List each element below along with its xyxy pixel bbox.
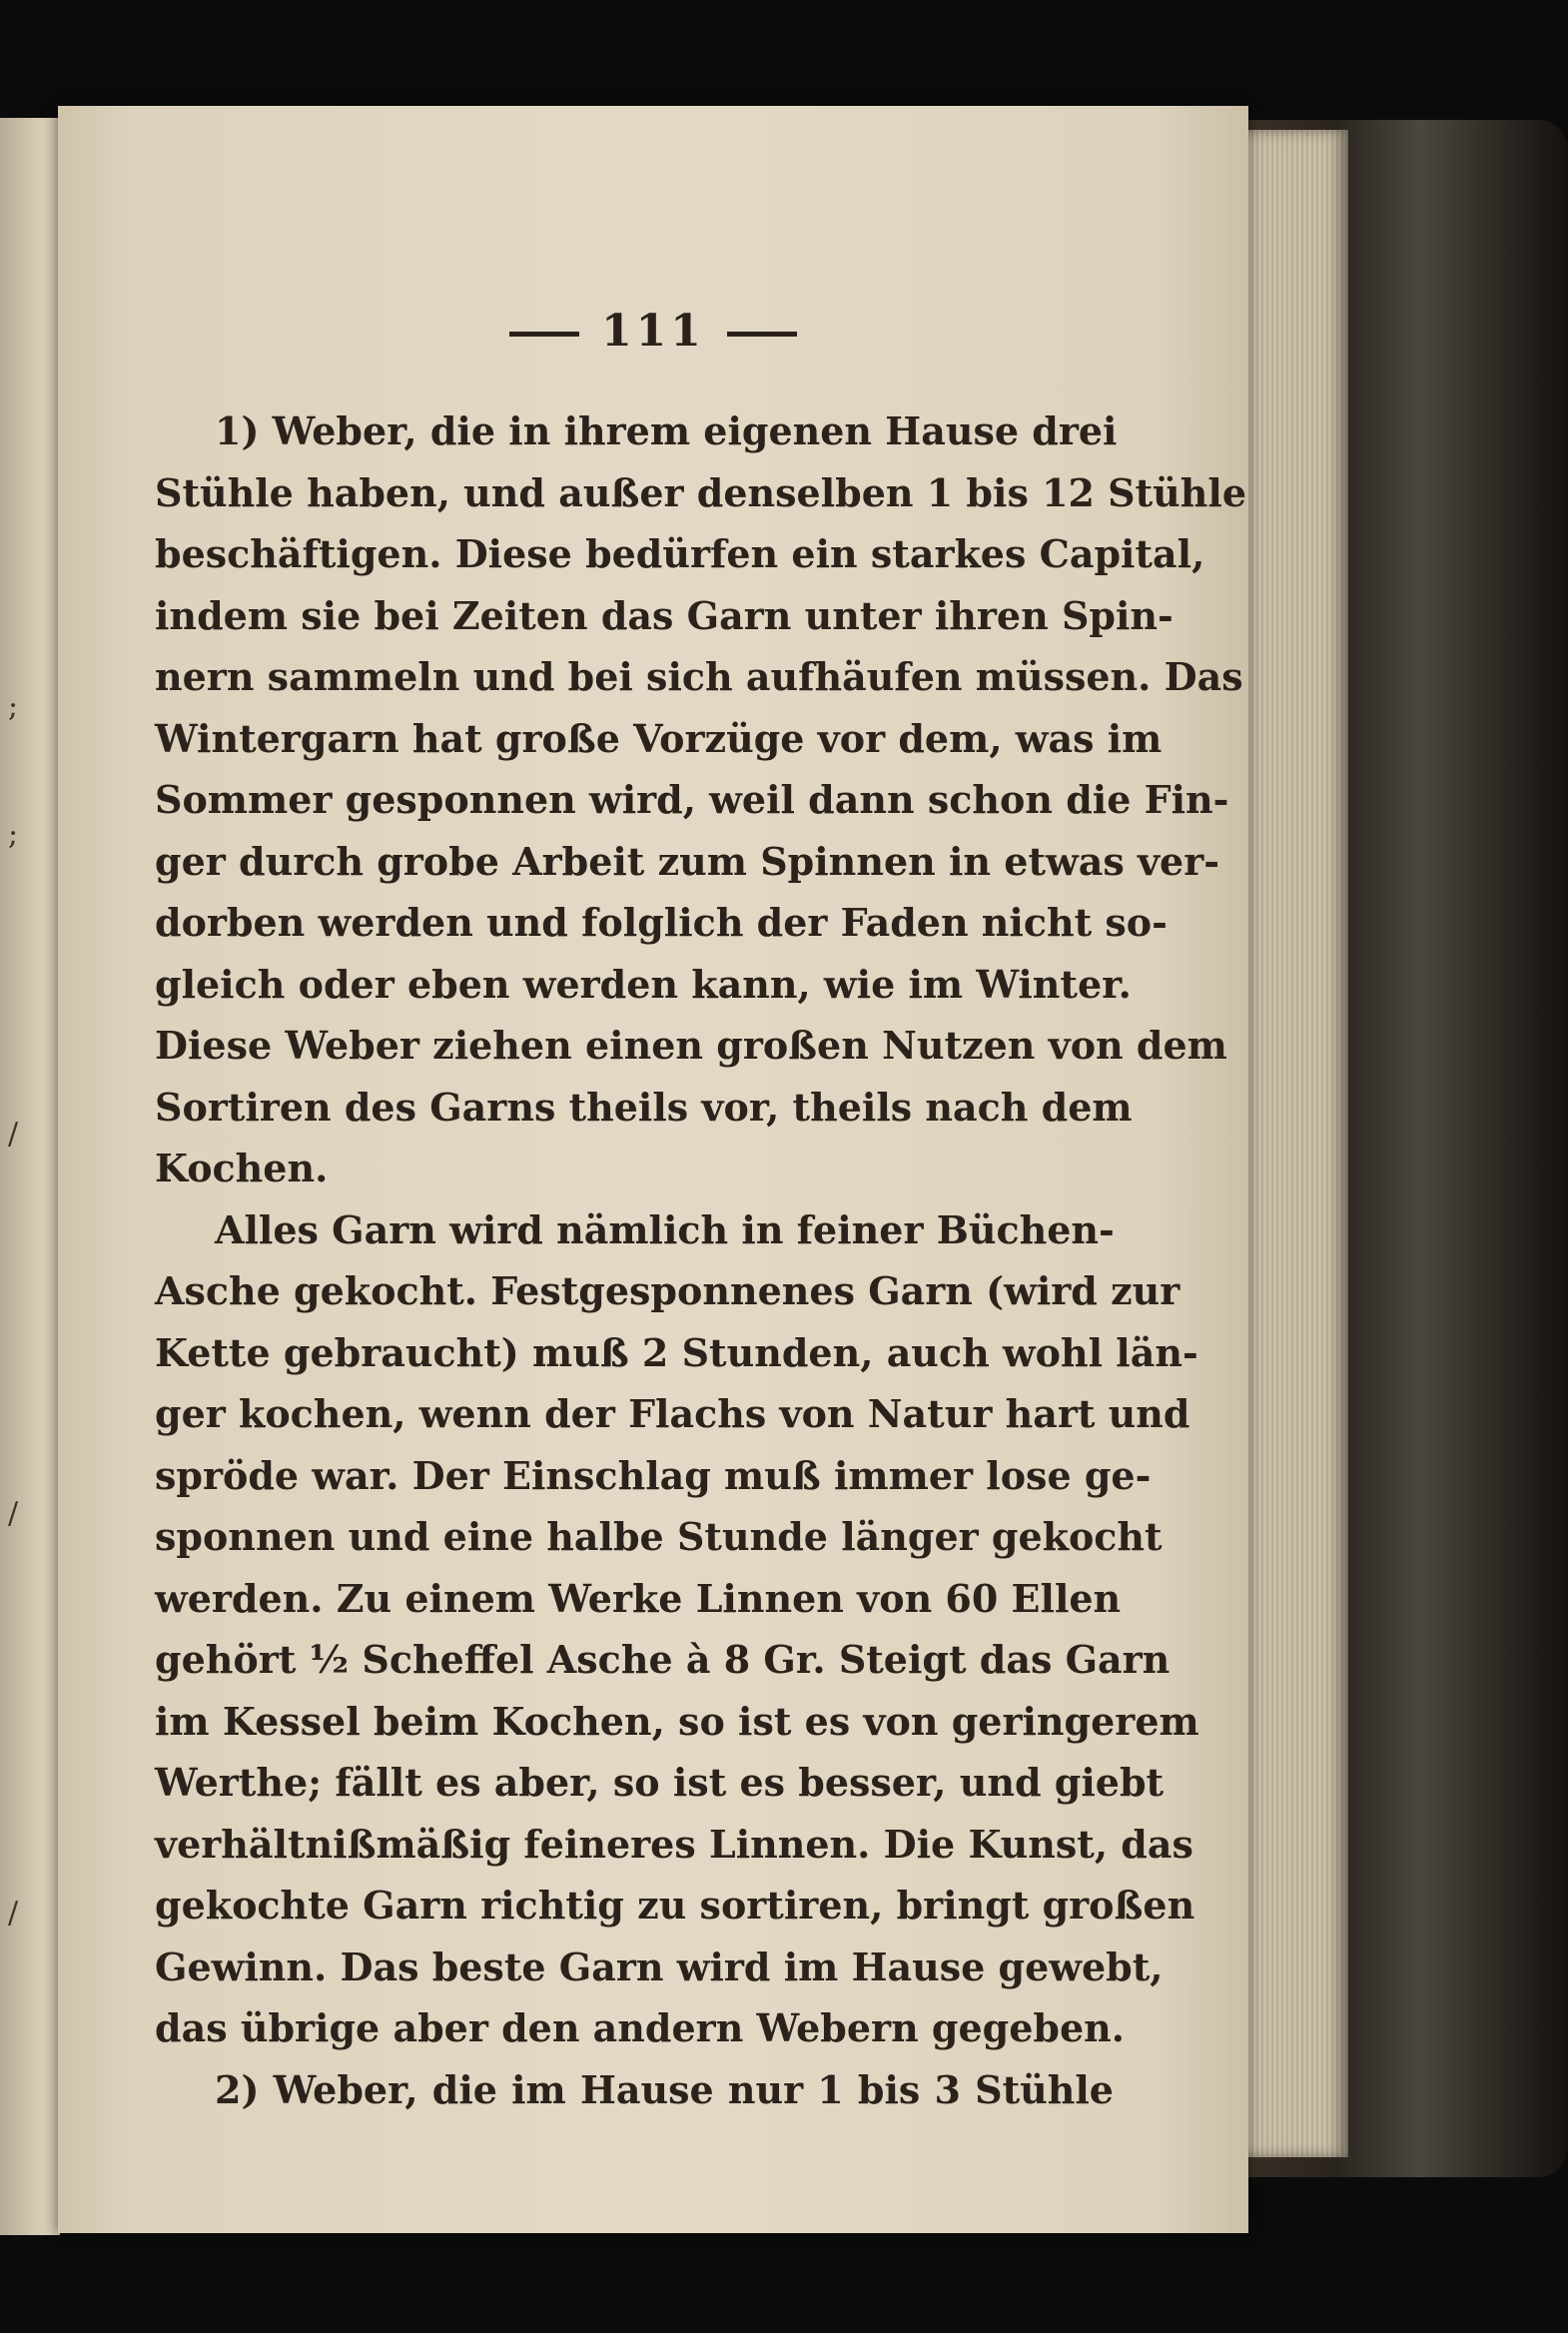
text-line: im Kessel beim Kochen, so ist es von geringerem — [155, 1698, 1199, 1744]
text-line: spröde war. Der Einschlag muß immer lose ge- — [155, 1452, 1152, 1498]
text-line: Diese Weber ziehen einen großen Nutzen von dem — [155, 1023, 1227, 1068]
margin-mark: / — [8, 1496, 19, 1531]
body-text — [155, 400, 1247, 2120]
previous-page-margin-marks — [0, 118, 60, 2235]
text-line: Sommer gesponnen wird, weil dann schon die Fin- — [155, 777, 1229, 822]
text-line: ger durch grobe Arbeit zum Spinnen in etwas ver- — [155, 838, 1220, 884]
book-page — [58, 106, 1248, 2233]
text-line: indem sie bei Zeiten das Garn unter ihren Spin- — [155, 592, 1174, 638]
margin-mark: ; — [8, 817, 19, 852]
text-line: Wintergarn hat große Vorzüge vor dem, was im — [155, 715, 1163, 761]
text-line: 2) Weber, die im Hause nur 1 bis 3 Stühle — [215, 2066, 1114, 2112]
margin-mark: / — [8, 1117, 19, 1152]
margin-mark: / — [8, 1896, 19, 1931]
text-line: sponnen und eine halbe Stunde länger gekocht — [155, 1514, 1163, 1559]
text-line: dorben werden und folglich der Faden nicht so- — [155, 900, 1168, 945]
text-line: verhältnißmäßig feineres Linnen. Die Kunst, das — [155, 1821, 1193, 1867]
text-line: nern sammeln und bei sich aufhäufen müssen. Das — [155, 654, 1243, 699]
text-line: werden. Zu einem Werke Linnen von 60 Ellen — [155, 1575, 1122, 1621]
text-line: Alles Garn wird nämlich in feiner Büchen- — [215, 1206, 1115, 1252]
text-line: gehört ½ Scheffel Asche à 8 Gr. Steigt das Garn — [155, 1637, 1171, 1682]
text-line: Gewinn. Das beste Garn wird im Hause gewebt, — [155, 1944, 1164, 1989]
text-line: beschäftigen. Diese bedürfen ein starkes Capital, — [155, 531, 1205, 576]
header-dash-right — [727, 332, 797, 337]
text-line: Kette gebraucht) muß 2 Stunden, auch wohl län- — [155, 1329, 1198, 1375]
text-line: gekochte Garn richtig zu sortiren, bringt großen — [155, 1883, 1195, 1928]
text-line: das übrige aber den andern Webern gegeben. — [155, 2005, 1126, 2050]
margin-mark: ; — [8, 689, 19, 724]
book-page-edges — [1238, 130, 1348, 2157]
text-line: Asche gekocht. Festgesponnenes Garn (wird zur — [155, 1268, 1180, 1313]
page-header — [58, 306, 1248, 357]
text-line: Werthe; fällt es aber, so ist es besser, und giebt — [155, 1760, 1165, 1805]
text-line: ger kochen, wenn der Flachs von Natur hart und — [155, 1391, 1190, 1436]
text-line: 1) Weber, die in ihrem eigenen Hause drei — [215, 408, 1118, 453]
page-number: 111 — [601, 306, 705, 357]
text-line: Sortiren des Garns theils vor, theils nach dem — [155, 1084, 1133, 1130]
text-line: Stühle haben, und außer denselben 1 bis 12 Stühle — [155, 469, 1247, 515]
text-line: Kochen. — [155, 1146, 329, 1190]
text-line: gleich oder eben werden kann, wie im Winter. — [155, 961, 1132, 1007]
header-dash-left — [509, 332, 579, 337]
